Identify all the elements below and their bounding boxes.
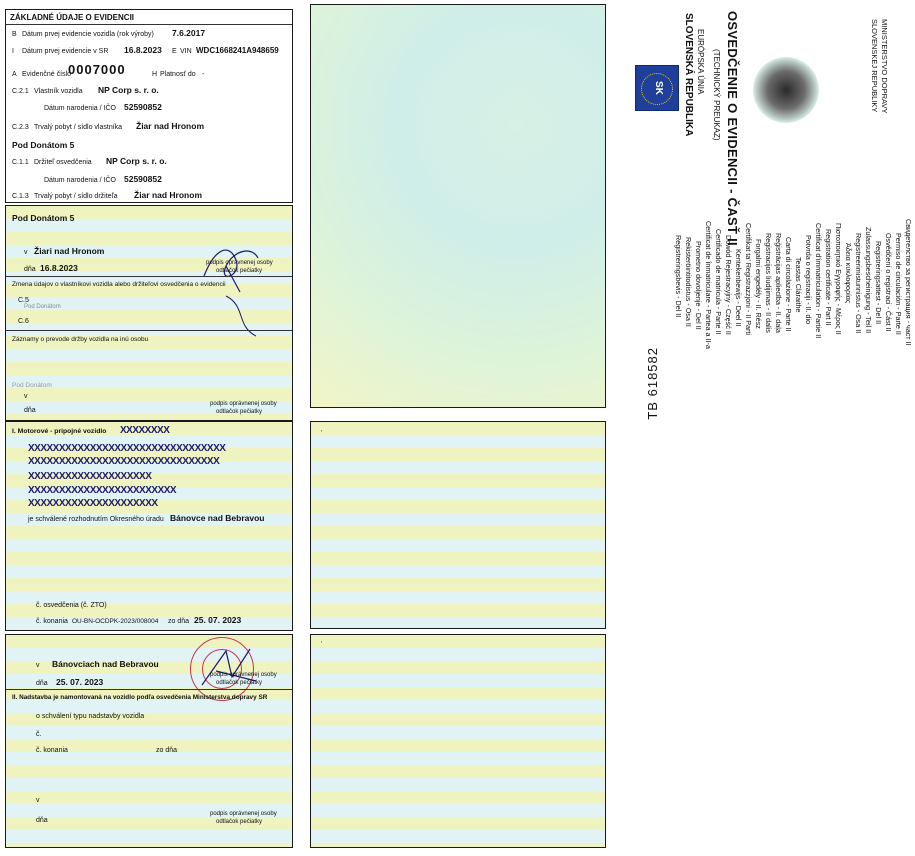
card2-c5: C.5 <box>18 297 29 304</box>
translation-line: Reģistrācijas apliecība - II. daļa <box>774 233 783 333</box>
translation-line: Carta di circolazione - Parte II <box>784 237 793 332</box>
field-h-label: Platnosť do <box>160 71 196 78</box>
field-c13-value: Žiar nad Hronom <box>134 190 203 200</box>
card3-redact-row-1: XXXXXXXXXXXXXXXXXXXXXXXXXXXXXXXX <box>28 443 226 454</box>
card4-v2: v <box>36 797 40 804</box>
translation-line: Rekisteröintitodistus - Osa II <box>684 237 693 327</box>
translation-line: Registreringsattest - Del II <box>874 241 883 325</box>
field-c21-code: C.2.1 <box>12 88 29 95</box>
translation-line: Prometno dovoljenje - Del II <box>694 241 703 330</box>
card4-konania-label: č. konania <box>36 747 68 754</box>
field-c11-label: Držiteľ osvedčenia <box>34 159 92 166</box>
eu-flag <box>635 65 679 111</box>
translation-line: Kentekenbewijs - Deel II <box>734 249 743 327</box>
card3-konania-label: č. konania <box>36 618 68 625</box>
field-h-code: H <box>152 71 158 78</box>
card3-redact-row-5: XXXXXXXXXXXXXXXXXXXXX <box>28 498 158 509</box>
field-a-label: Evidenčné číslo <box>22 71 72 78</box>
field-c23-value: Žiar nad Hronom <box>136 121 205 131</box>
translation-line: Certifikat ta' Registrazzjoni - II Parti <box>744 223 753 336</box>
card4-v-label: v <box>36 662 40 669</box>
field-c11-value: NP Corp s. r. o. <box>106 156 167 166</box>
card3-zo-dna-value: 25. 07. 2023 <box>194 615 242 625</box>
card4-schvaleni: o schválení typu nadstavby vozidla <box>36 713 145 720</box>
owner-change-card <box>5 205 293 421</box>
field-c23-value2: Pod Donátom 5 <box>12 140 75 150</box>
field-c22-value: 52590852 <box>124 102 162 112</box>
cover-title: OSVEDČENIE O EVIDENCII - ČASŤ II <box>725 11 740 246</box>
field-i-code: I <box>12 48 14 55</box>
field-b-label: Dátum prvej evidencie vozidla (rok výroby) <box>22 31 154 38</box>
field-c23-code: C.2.3 <box>12 124 29 131</box>
translation-line: Registracijos liudijimas - II dalis <box>764 233 773 333</box>
translation-line: Dowód Rejestracyjny - Część II <box>724 235 733 335</box>
cover-subtitle: (TECHNICKÝ PREUKAZ) <box>712 49 721 141</box>
certificate-cover <box>310 4 913 420</box>
translations-list <box>673 219 913 409</box>
card2-dna-value: 16.8.2023 <box>40 263 78 273</box>
field-a-value: 0007000 <box>68 62 126 77</box>
serial-prefix: TB <box>645 401 660 420</box>
field-b-code: B <box>12 31 17 38</box>
translation-line: Πιστοποιητικό Εγγραφής - Μέρος II <box>834 223 843 335</box>
card-title: ZÁKLADNÉ ÚDAJE O EVIDENCII <box>10 13 135 22</box>
vehicle-modification-card <box>5 421 293 631</box>
card4-dna2: dňa <box>36 817 48 824</box>
card3-heading: I. Motorové - pripojné vozidlo <box>12 428 107 435</box>
translation-line: Άδεια κυκλοφορίας <box>844 243 853 304</box>
card3-konania-value: OU-BN-OCDPK-2023/008004 <box>72 618 159 625</box>
blank-panel-upper <box>310 421 606 629</box>
translation-line: Forgalmi engedély - II. Rész <box>754 239 763 329</box>
translation-line: Permiso de circulación - Parte II <box>894 233 903 335</box>
flag-code: SK <box>653 81 664 95</box>
serial-digits: 618582 <box>645 347 660 397</box>
card4-dna-value: 25. 07. 2023 <box>56 677 104 687</box>
card3-zo-dna-label: zo dňa <box>168 618 190 625</box>
card2-dna-label: dňa <box>24 266 36 273</box>
card3-redacted: XXXXXXXX <box>120 425 170 436</box>
ministry-line-2: SLOVENSKEJ REPUBLIKY <box>870 19 879 113</box>
translation-line: Certificat d'immatriculation - Partie II <box>814 223 823 339</box>
translation-line: Certificado de matrícula - Parte II <box>714 229 723 335</box>
translation-line: Teastas Cláraithe <box>794 257 803 313</box>
hologram-emblem <box>753 57 819 123</box>
card4-stamp-caption2: odtlačok pečiatky <box>216 819 263 825</box>
card4-dna-label: dňa <box>36 680 48 687</box>
translation-line: Registreerimistunnistus - Osa II <box>854 233 863 334</box>
card2-v-label: v <box>24 249 28 256</box>
translation-line: Potvrda o registraciji - II. dio <box>804 235 813 325</box>
field-c12-label: Dátum narodenia / IČO <box>44 177 116 184</box>
card4-section: II. Nadstavba je namontovaná na vozidlo podľa osvedčenia Ministerstva dopravy SR <box>12 694 268 701</box>
card4-v-value: Bánovciach nad Bebravou <box>52 659 159 669</box>
translation-line: Свидетелство за регистрация - част II <box>904 219 913 346</box>
card2-v-value: Žiari nad Hronom <box>34 246 105 256</box>
card2-v2: v <box>24 393 28 400</box>
translation-line: Certificat de înmatriculare - Partea a II-a <box>704 221 713 349</box>
translation-line: Registreringsbevis - Del II <box>674 235 683 318</box>
card3-approved-value: Bánovce nad Bebravou <box>170 513 265 523</box>
cover-rotated-content <box>621 9 915 420</box>
field-c12-value: 52590852 <box>124 174 162 184</box>
translation-line: Zulassungsbescheinigung - Teil II <box>864 227 873 334</box>
field-c23-label: Trvalý pobyt / sídlo vlastníka <box>34 124 123 131</box>
card2-signature-caption2: podpis oprávnenej osoby <box>210 401 277 407</box>
card2-c5-note: Pod Donátom <box>24 304 61 310</box>
field-c21-label: Vlastník vozidla <box>34 88 83 95</box>
card2-stamp-caption: odtlačok pečiatky <box>216 268 263 274</box>
translation-line: Registration certificate - Part II <box>824 229 833 326</box>
card3-redact-row-3: XXXXXXXXXXXXXXXXXXXX <box>28 471 152 482</box>
basic-registration-card <box>5 9 293 203</box>
translation-line: Osvědčení o registraci - Část II <box>884 233 893 332</box>
tick-mark: ' <box>321 430 323 437</box>
blank-panel-lower <box>310 634 606 848</box>
field-i-label: Dátum prvej evidencie v SR <box>22 48 109 55</box>
card3-approved-label: je schválené rozhodnutím Okresného úradu <box>28 516 164 523</box>
card4-c-label: č. <box>36 731 42 738</box>
field-c13-code: C.1.3 <box>12 193 29 200</box>
card2-signature-caption: podpis oprávnenej osoby <box>206 260 273 266</box>
card2-transfer: Záznamy o prevode držby vozidla na inú osobu <box>12 336 149 343</box>
field-e-value: WDC1668241A948659 <box>196 46 279 55</box>
ministry-line-1: MINISTERSTVO DOPRAVY <box>880 19 889 114</box>
field-a-code: A <box>12 71 17 78</box>
card3-osvedcenia-label: č. osvedčenia (č. ZTO) <box>36 602 107 609</box>
card3-redact-row-2: XXXXXXXXXXXXXXXXXXXXXXXXXXXXXXX <box>28 456 220 467</box>
field-i-value: 16.8.2023 <box>124 45 162 55</box>
country-label: SLOVENSKÁ REPUBLIKA <box>683 13 694 137</box>
field-c22-label: Dátum narodenia / IČO <box>44 105 116 112</box>
field-c11-code: C.1.1 <box>12 159 29 166</box>
eu-label: EURÓPSKA ÚNIA <box>696 29 705 95</box>
tick-mark: ' <box>321 641 323 648</box>
card3-redact-row-4: XXXXXXXXXXXXXXXXXXXXXXXX <box>28 485 177 496</box>
card2-stamp-caption2: odtlačok pečiatky <box>216 409 263 415</box>
faded-signature <box>216 286 276 346</box>
serial-number <box>645 347 660 420</box>
field-e-label: VIN <box>180 48 192 55</box>
field-b-value: 7.6.2017 <box>172 28 206 38</box>
card2-dna2: dňa <box>24 407 36 414</box>
field-c21-value: NP Corp s. r. o. <box>98 85 159 95</box>
bodywork-card <box>5 634 293 848</box>
card4-signature-caption: podpis oprávnenej osoby <box>210 672 277 678</box>
card2-change-header: Zmena údajov o vlastníkovi vozidla alebo držiteľovi osvedčenia o evidencii <box>12 281 226 288</box>
field-h-value: - <box>202 71 205 78</box>
field-c13-label: Trvalý pobyt / sídlo držiteľa <box>34 193 118 200</box>
card2-c6: C.6 <box>18 318 29 325</box>
card4-signature-caption2: podpis oprávnenej osoby <box>210 811 277 817</box>
card4-stamp-caption: odtlačok pečiatky <box>216 680 263 686</box>
card2-faded: Pod Donátom <box>12 382 52 389</box>
field-e-code: E <box>172 48 177 55</box>
card4-zo-dna-label: zo dňa <box>156 747 178 754</box>
card2-address: Pod Donátom 5 <box>12 213 75 223</box>
